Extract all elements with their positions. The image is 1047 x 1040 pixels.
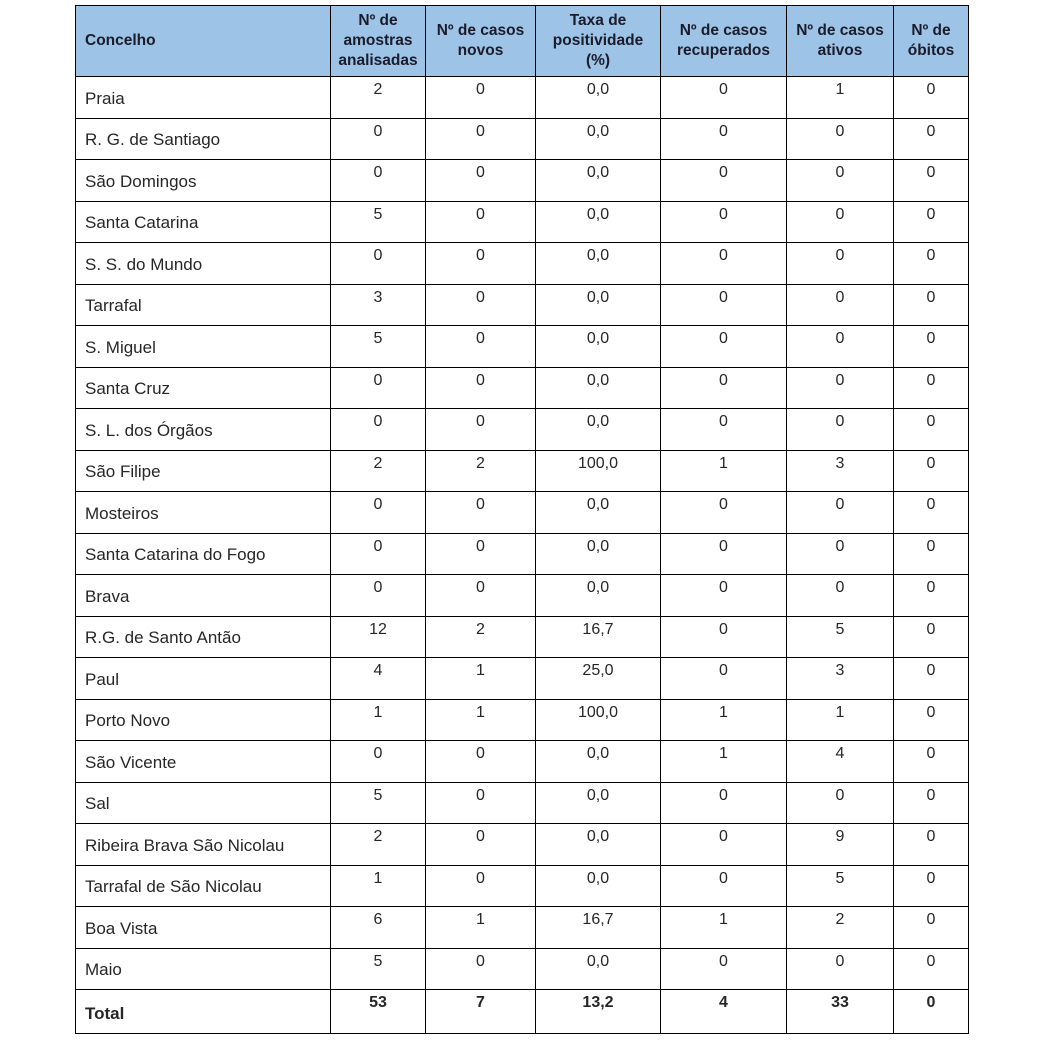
amostras-analisadas-cell: 5 — [331, 782, 426, 824]
casos-recuperados-cell: 0 — [661, 201, 787, 243]
obitos-cell: 0 — [894, 409, 969, 451]
casos-recuperados-cell: 0 — [661, 367, 787, 409]
casos-recuperados-cell: 1 — [661, 699, 787, 741]
casos-novos-cell: 0 — [426, 824, 536, 866]
casos-ativos-cell: 0 — [787, 948, 894, 990]
concelho-cell: Porto Novo — [76, 699, 331, 741]
casos-novos-cell: 7 — [426, 990, 536, 1034]
casos-recuperados-cell: 0 — [661, 824, 787, 866]
casos-novos-cell: 0 — [426, 160, 536, 202]
concelho-cell: Praia — [76, 77, 331, 119]
casos-ativos-cell: 0 — [787, 533, 894, 575]
casos-ativos-cell: 0 — [787, 284, 894, 326]
taxa-positividade-cell: 0,0 — [536, 782, 661, 824]
casos-recuperados-cell: 0 — [661, 326, 787, 368]
casos-novos-cell: 0 — [426, 865, 536, 907]
taxa-positividade-cell: 0,0 — [536, 824, 661, 866]
concelho-cell: R. G. de Santiago — [76, 118, 331, 160]
table-header — [76, 6, 969, 77]
taxa-positividade-cell: 0,0 — [536, 284, 661, 326]
taxa-positividade-cell: 0,0 — [536, 201, 661, 243]
table-row — [76, 326, 969, 368]
amostras-analisadas-cell: 1 — [331, 699, 426, 741]
concelho-cell: Mosteiros — [76, 492, 331, 534]
casos-recuperados-cell: 0 — [661, 160, 787, 202]
casos-novos-cell: 1 — [426, 907, 536, 949]
header-casos-recuperados: Nº de casos recuperados — [661, 6, 787, 77]
amostras-analisadas-cell: 0 — [331, 492, 426, 534]
table-row — [76, 782, 969, 824]
concelho-cell: S. L. dos Órgãos — [76, 409, 331, 451]
casos-recuperados-cell: 0 — [661, 409, 787, 451]
casos-novos-cell: 0 — [426, 201, 536, 243]
casos-novos-cell: 0 — [426, 118, 536, 160]
amostras-analisadas-cell: 1 — [331, 865, 426, 907]
amostras-analisadas-cell: 5 — [331, 326, 426, 368]
casos-ativos-cell: 0 — [787, 243, 894, 285]
table-row — [76, 284, 969, 326]
table-body — [76, 77, 969, 1034]
casos-novos-cell: 0 — [426, 367, 536, 409]
casos-novos-cell: 0 — [426, 326, 536, 368]
table-row — [76, 201, 969, 243]
taxa-positividade-cell: 0,0 — [536, 118, 661, 160]
casos-novos-cell: 0 — [426, 492, 536, 534]
table-row — [76, 948, 969, 990]
header-concelho: Concelho — [76, 6, 331, 77]
casos-novos-cell: 2 — [426, 450, 536, 492]
casos-novos-cell: 0 — [426, 284, 536, 326]
casos-ativos-cell: 9 — [787, 824, 894, 866]
casos-ativos-cell: 33 — [787, 990, 894, 1034]
amostras-analisadas-cell: 12 — [331, 616, 426, 658]
obitos-cell: 0 — [894, 741, 969, 783]
amostras-analisadas-cell: 3 — [331, 284, 426, 326]
concelho-cell: R.G. de Santo Antão — [76, 616, 331, 658]
taxa-positividade-cell: 0,0 — [536, 948, 661, 990]
obitos-cell: 0 — [894, 201, 969, 243]
casos-novos-cell: 0 — [426, 77, 536, 119]
concelho-cell: Total — [76, 990, 331, 1034]
taxa-positividade-cell: 0,0 — [536, 367, 661, 409]
amostras-analisadas-cell: 0 — [331, 533, 426, 575]
table-row — [76, 658, 969, 700]
casos-novos-cell: 1 — [426, 699, 536, 741]
amostras-analisadas-cell: 0 — [331, 243, 426, 285]
table-row — [76, 533, 969, 575]
casos-novos-cell: 0 — [426, 533, 536, 575]
header-amostras-analisadas: Nº de amostras analisadas — [331, 6, 426, 77]
casos-novos-cell: 2 — [426, 616, 536, 658]
casos-ativos-cell: 3 — [787, 658, 894, 700]
casos-ativos-cell: 0 — [787, 201, 894, 243]
casos-novos-cell: 1 — [426, 658, 536, 700]
obitos-cell: 0 — [894, 907, 969, 949]
casos-ativos-cell: 0 — [787, 160, 894, 202]
table-row — [76, 367, 969, 409]
casos-recuperados-cell: 4 — [661, 990, 787, 1034]
casos-ativos-cell: 1 — [787, 699, 894, 741]
obitos-cell: 0 — [894, 782, 969, 824]
amostras-analisadas-cell: 2 — [331, 77, 426, 119]
amostras-analisadas-cell: 0 — [331, 741, 426, 783]
amostras-analisadas-cell: 2 — [331, 824, 426, 866]
obitos-cell: 0 — [894, 824, 969, 866]
obitos-cell: 0 — [894, 492, 969, 534]
amostras-analisadas-cell: 0 — [331, 575, 426, 617]
taxa-positividade-cell: 0,0 — [536, 865, 661, 907]
taxa-positividade-cell: 0,0 — [536, 575, 661, 617]
casos-recuperados-cell: 0 — [661, 865, 787, 907]
obitos-cell: 0 — [894, 77, 969, 119]
amostras-analisadas-cell: 5 — [331, 201, 426, 243]
concelho-cell: Santa Catarina do Fogo — [76, 533, 331, 575]
table-row — [76, 450, 969, 492]
casos-ativos-cell: 0 — [787, 575, 894, 617]
concelho-cell: Tarrafal — [76, 284, 331, 326]
obitos-cell: 0 — [894, 616, 969, 658]
obitos-cell: 0 — [894, 367, 969, 409]
obitos-cell: 0 — [894, 450, 969, 492]
casos-ativos-cell: 0 — [787, 782, 894, 824]
casos-recuperados-cell: 0 — [661, 658, 787, 700]
casos-novos-cell: 0 — [426, 409, 536, 451]
amostras-analisadas-cell: 5 — [331, 948, 426, 990]
table-row — [76, 824, 969, 866]
table-row — [76, 699, 969, 741]
taxa-positividade-cell: 13,2 — [536, 990, 661, 1034]
taxa-positividade-cell: 25,0 — [536, 658, 661, 700]
casos-recuperados-cell: 0 — [661, 782, 787, 824]
casos-recuperados-cell: 0 — [661, 575, 787, 617]
amostras-analisadas-cell: 53 — [331, 990, 426, 1034]
taxa-positividade-cell: 100,0 — [536, 699, 661, 741]
obitos-cell: 0 — [894, 658, 969, 700]
casos-recuperados-cell: 1 — [661, 907, 787, 949]
casos-ativos-cell: 0 — [787, 326, 894, 368]
table-row — [76, 865, 969, 907]
obitos-cell: 0 — [894, 243, 969, 285]
concelho-cell: Maio — [76, 948, 331, 990]
concelho-cell: Brava — [76, 575, 331, 617]
header-casos-novos: Nº de casos novos — [426, 6, 536, 77]
taxa-positividade-cell: 0,0 — [536, 160, 661, 202]
casos-recuperados-cell: 1 — [661, 450, 787, 492]
amostras-analisadas-cell: 0 — [331, 118, 426, 160]
taxa-positividade-cell: 0,0 — [536, 741, 661, 783]
obitos-cell: 0 — [894, 284, 969, 326]
concelho-cell: Paul — [76, 658, 331, 700]
casos-ativos-cell: 0 — [787, 409, 894, 451]
casos-recuperados-cell: 0 — [661, 492, 787, 534]
casos-novos-cell: 0 — [426, 948, 536, 990]
casos-recuperados-cell: 0 — [661, 948, 787, 990]
casos-recuperados-cell: 0 — [661, 77, 787, 119]
concelho-cell: São Filipe — [76, 450, 331, 492]
amostras-analisadas-cell: 0 — [331, 160, 426, 202]
obitos-cell: 0 — [894, 948, 969, 990]
casos-novos-cell: 0 — [426, 243, 536, 285]
obitos-cell: 0 — [894, 575, 969, 617]
concelho-cell: Sal — [76, 782, 331, 824]
casos-ativos-cell: 0 — [787, 118, 894, 160]
taxa-positividade-cell: 0,0 — [536, 243, 661, 285]
concelho-cell: Tarrafal de São Nicolau — [76, 865, 331, 907]
obitos-cell: 0 — [894, 865, 969, 907]
amostras-analisadas-cell: 0 — [331, 409, 426, 451]
obitos-cell: 0 — [894, 990, 969, 1034]
casos-ativos-cell: 0 — [787, 367, 894, 409]
casos-ativos-cell: 1 — [787, 77, 894, 119]
taxa-positividade-cell: 16,7 — [536, 616, 661, 658]
obitos-cell: 0 — [894, 699, 969, 741]
amostras-analisadas-cell: 4 — [331, 658, 426, 700]
casos-ativos-cell: 5 — [787, 865, 894, 907]
casos-recuperados-cell: 1 — [661, 741, 787, 783]
casos-novos-cell: 0 — [426, 782, 536, 824]
obitos-cell: 0 — [894, 533, 969, 575]
table-row — [76, 118, 969, 160]
header-obitos: Nº de óbitos — [894, 6, 969, 77]
casos-recuperados-cell: 0 — [661, 533, 787, 575]
amostras-analisadas-cell: 2 — [331, 450, 426, 492]
casos-ativos-cell: 2 — [787, 907, 894, 949]
concelho-covid-table — [75, 5, 969, 1034]
taxa-positividade-cell: 0,0 — [536, 326, 661, 368]
concelho-cell: Ribeira Brava São Nicolau — [76, 824, 331, 866]
table-row — [76, 77, 969, 119]
casos-novos-cell: 0 — [426, 741, 536, 783]
casos-ativos-cell: 4 — [787, 741, 894, 783]
casos-recuperados-cell: 0 — [661, 284, 787, 326]
casos-recuperados-cell: 0 — [661, 118, 787, 160]
table-row — [76, 160, 969, 202]
concelho-cell: Boa Vista — [76, 907, 331, 949]
concelho-cell: São Domingos — [76, 160, 331, 202]
obitos-cell: 0 — [894, 118, 969, 160]
table-row — [76, 907, 969, 949]
casos-novos-cell: 0 — [426, 575, 536, 617]
header-casos-ativos: Nº de casos ativos — [787, 6, 894, 77]
table-row — [76, 575, 969, 617]
table-row — [76, 741, 969, 783]
concelho-cell: S. Miguel — [76, 326, 331, 368]
concelho-cell: São Vicente — [76, 741, 331, 783]
casos-recuperados-cell: 0 — [661, 243, 787, 285]
concelho-cell: Santa Cruz — [76, 367, 331, 409]
table-row — [76, 492, 969, 534]
table-row — [76, 243, 969, 285]
casos-ativos-cell: 3 — [787, 450, 894, 492]
obitos-cell: 0 — [894, 160, 969, 202]
total-row — [76, 990, 969, 1034]
amostras-analisadas-cell: 0 — [331, 367, 426, 409]
casos-recuperados-cell: 0 — [661, 616, 787, 658]
header-taxa-positividade: Taxa de positividade (%) — [536, 6, 661, 77]
taxa-positividade-cell: 0,0 — [536, 492, 661, 534]
amostras-analisadas-cell: 6 — [331, 907, 426, 949]
taxa-positividade-cell: 100,0 — [536, 450, 661, 492]
header-row — [76, 6, 969, 77]
obitos-cell: 0 — [894, 326, 969, 368]
casos-ativos-cell: 5 — [787, 616, 894, 658]
table-row — [76, 616, 969, 658]
taxa-positividade-cell: 0,0 — [536, 409, 661, 451]
casos-ativos-cell: 0 — [787, 492, 894, 534]
taxa-positividade-cell: 16,7 — [536, 907, 661, 949]
concelho-cell: Santa Catarina — [76, 201, 331, 243]
taxa-positividade-cell: 0,0 — [536, 77, 661, 119]
table-row — [76, 409, 969, 451]
taxa-positividade-cell: 0,0 — [536, 533, 661, 575]
concelho-cell: S. S. do Mundo — [76, 243, 331, 285]
